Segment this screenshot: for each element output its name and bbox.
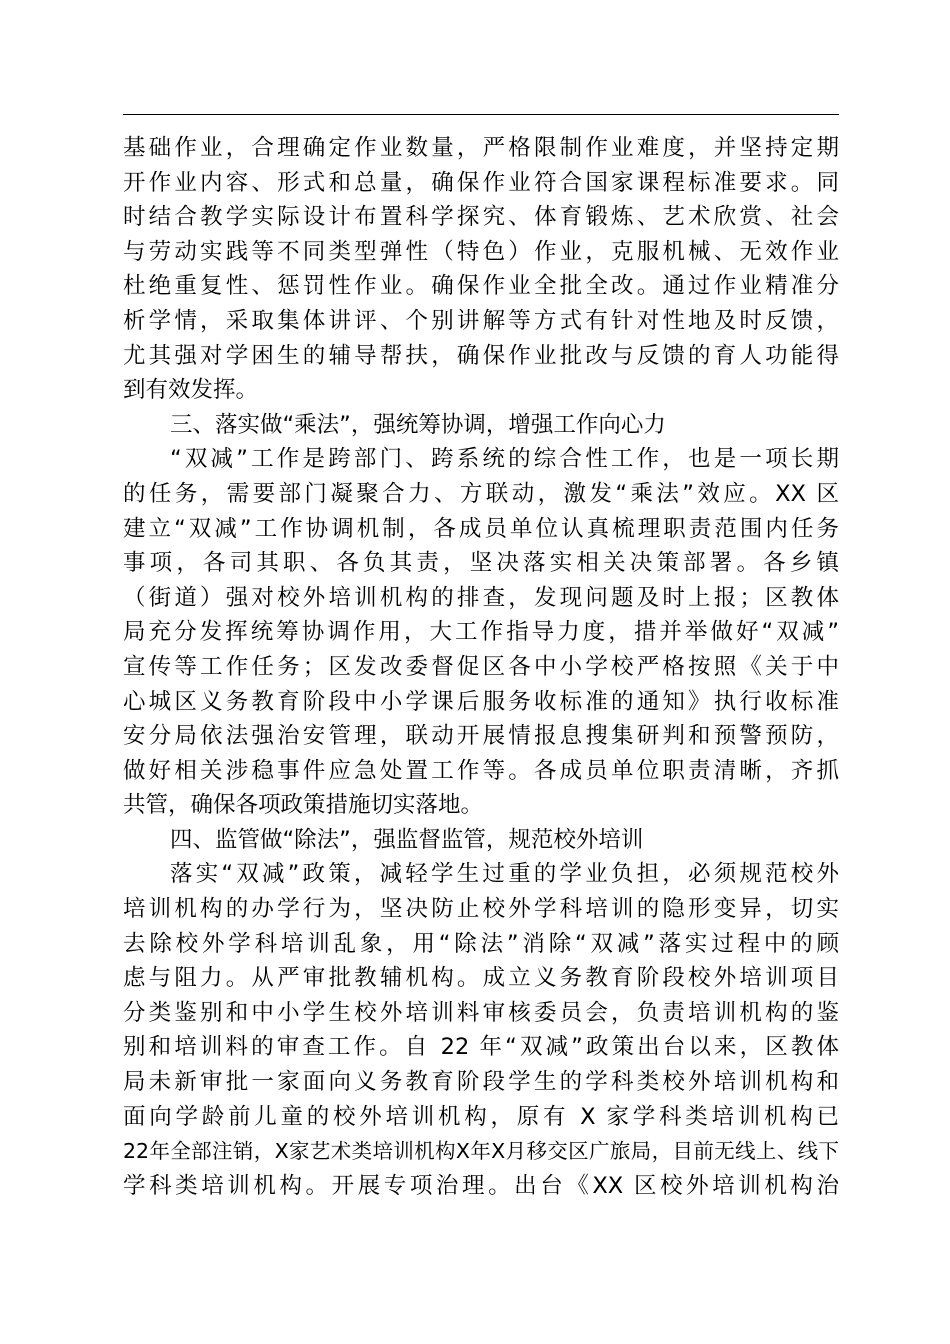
text-line: 尤其强对学困生的辅导帮扶，确保作业批改与反馈的育人功能得 [123,342,839,369]
text-line: 时结合教学实际设计布置科学探究、体育锻炼、艺术欣赏、社会 [123,204,839,231]
text-line: 四、监管做“除法”，强监督监管，规范校外培训 [170,826,644,853]
text-line: 分类鉴别和中小学生校外培训料审核委员会，负责培训机构的鉴 [123,999,839,1026]
header-rule [123,114,839,115]
text-line: 落实“双减”政策，减轻学生过重的学业负担，必须规范校外 [170,861,839,888]
text-line: 培训机构的办学行为，坚决防止校外学科培训的隐形变异，切实 [123,896,839,923]
text-line: 析学情，采取集体讲评、个别讲解等方式有针对性地及时反馈， [123,307,839,334]
text-line: 局充分发挥统筹协调作用，大工作指导力度，措并举做好“双减” [123,619,839,646]
text-line: 22年全部注销，X家艺术类培训机构X年X月移交区广旅局，目前无线上、线下 [123,1139,839,1164]
document-body [123,131,839,1203]
text-line: 虑与阻力。从严审批教辅机构。成立义务教育阶段校外培训项目 [123,965,839,992]
text-line: 做好相关涉稳事件应急处置工作等。各成员单位职责清晰，齐抓 [123,757,839,784]
text-line: 与劳动实践等不同类型弹性（特色）作业，克服机械、无效作业 [123,238,839,265]
text-line: 局未新审批一家面向义务教育阶段学生的学科类校外培训机构和 [123,1069,839,1096]
text-line: 杜绝重复性、惩罚性作业。确保作业全批全改。通过作业精准分 [123,273,839,300]
text-line: （街道）强对校外培训机构的排查，发现问题及时上报；区教体 [123,584,839,611]
text-line: 建立“双减”工作协调机制，各成员单位认真梳理职责范围内任务 [123,515,839,542]
text-line: 到有效发挥。 [123,377,259,404]
text-line: 的任务，需要部门凝聚合力、方联动，激发“乘法”效应。XX 区 [123,480,839,507]
text-line: 共管，确保各项政策措施切实落地。 [123,792,484,819]
text-line: 别和培训料的审查工作。自 22 年“双减”政策出台以来，区教体 [123,1034,839,1061]
text-line: 开作业内容、形式和总量，确保作业符合国家课程标准要求。同 [123,169,839,196]
text-line: 安分局依法强治安管理，联动开展情报息搜集研判和预警预防， [123,723,839,750]
text-line: “双减”工作是跨部门、跨系统的综合性工作，也是一项长期 [170,446,839,473]
text-line: 面向学龄前儿童的校外培训机构，原有 X 家学科类培训机构已 [123,1103,839,1130]
text-line: 心城区义务教育阶段中小学课后服务收标准的通知》执行收标准 [123,688,839,715]
text-line: 三、落实做“乘法”，强统筹协调，增强工作向心力 [170,411,666,438]
text-line: 学科类培训机构。开展专项治理。出台《XX 区校外培训机构治 [123,1172,839,1199]
text-line: 事项，各司其职、各负其责，坚决落实相关决策部署。各乡镇 [123,550,839,577]
text-line: 去除校外学科培训乱象，用“除法”消除“双减”落实过程中的顾 [123,930,839,957]
text-line: 基础作业，合理确定作业数量，严格限制作业难度，并坚持定期 [123,135,839,161]
text-line: 宣传等工作任务；区发改委督促区各中小学校严格按照《关于中 [123,653,839,680]
